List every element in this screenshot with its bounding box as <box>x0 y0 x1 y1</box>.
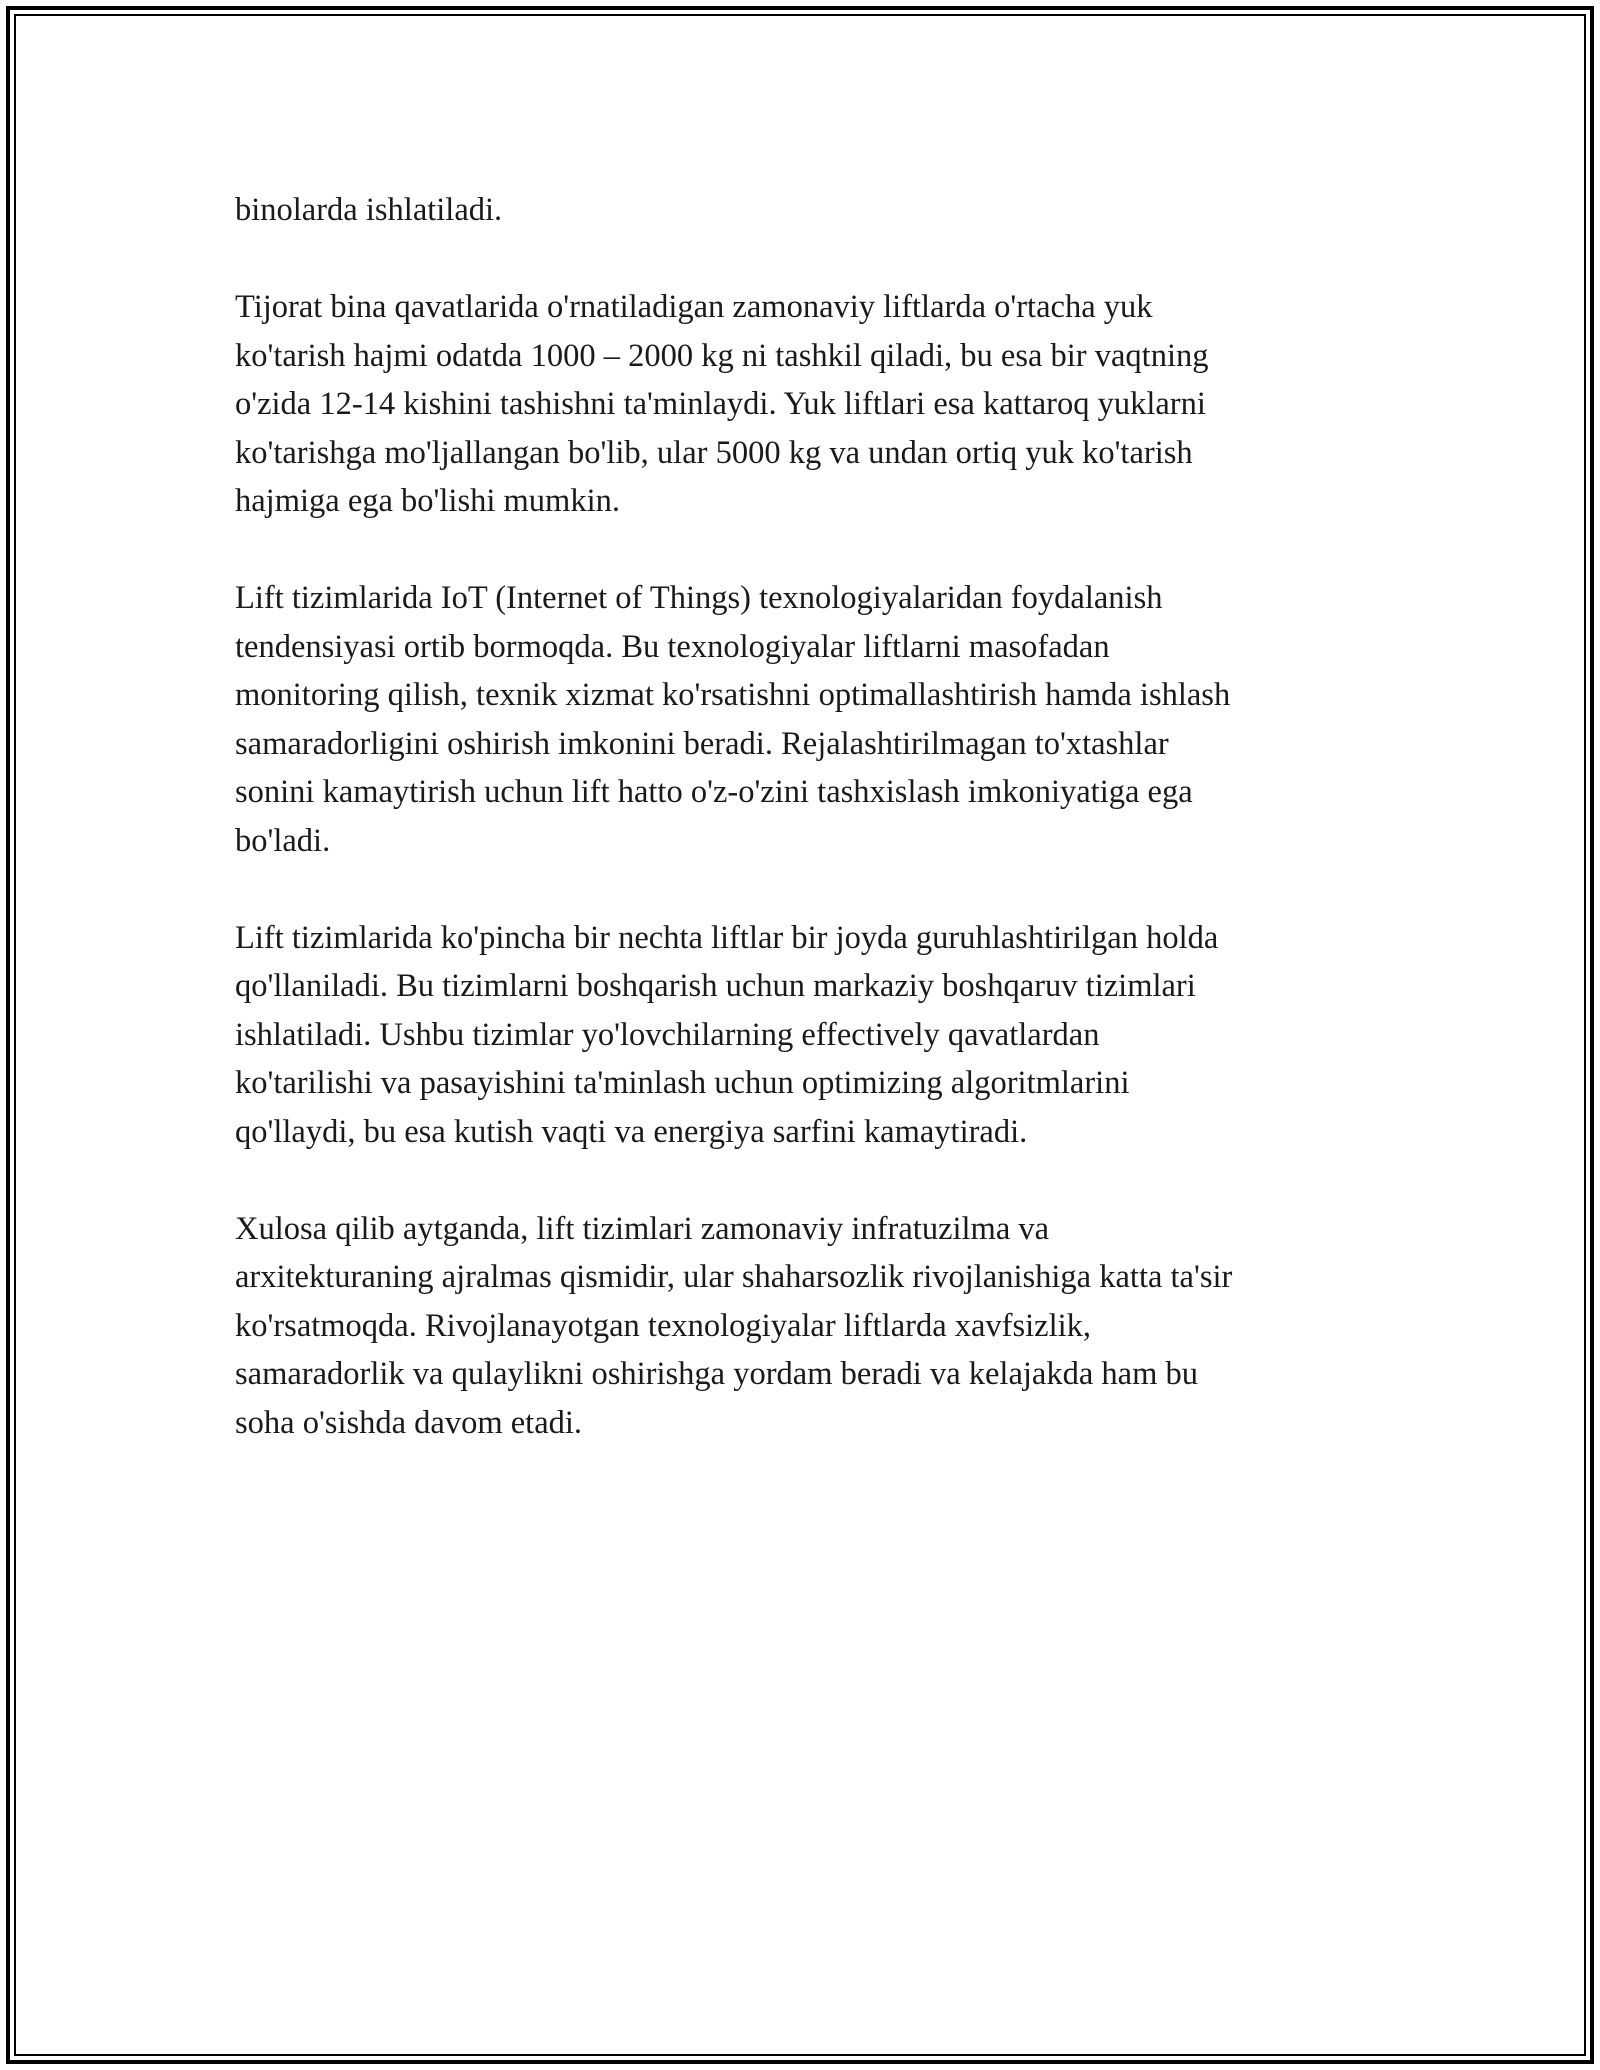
paragraph-iot-technologies: Lift tizimlarida IoT (Internet of Things) texnologiyalaridan foydalanish tendensiyasi ortib bormoqda. Bu texnologiyalar liftlarni masofadan monitoring qilish, texnik xizmat ko'rsatishni optimallashtirish hamda ishlash samaradorligini oshirish imkonini beradi. Rejalashtirilmagan to'xtashlar sonini kamaytirish uchun lift hatto o'z-o'zini tashxislash imkoniyatiga ega bo'ladi. <box>235 580 1231 859</box>
paragraph-continuation: binolarda ishlatiladi. <box>235 192 503 228</box>
paragraph-conclusion: Xulosa qilib aytganda, lift tizimlari zamonaviy infratuzilma va arxitekturaning ajralmas qismidir, ular shaharsozlik rivojlanishiga katta ta'sir ko'rsatmoqda. Rivojlanayotgan texnologiyalar liftlarda xavfsizlik, samaradorlik va qulaylikni oshirishga yordam beradi va kelajakda ham bu soha o'sishda davom etadi. <box>235 1210 1233 1441</box>
document-body <box>235 186 1385 1496</box>
paragraph-lift-capacity: Tijorat bina qavatlarida o'rnatiladigan zamonaviy liftlarda o'rtacha yuk ko'tarish hajmi odatda 1000 – 2000 kg ni tashkil qiladi, bu esa bir vaqtning o'zida 12-14 kishini tashishni ta'minlaydi. Yuk liftlari esa kattaroq yuklarni ko'tarishga mo'ljallangan bo'lib, ular 5000 kg va undan ortiq yuk ko'tarish hajmiga ega bo'lishi mumkin. <box>235 289 1209 519</box>
paragraph-group-control: Lift tizimlarida ko'pincha bir nechta liftlar bir joyda guruhlashtirilgan holda qo'llaniladi. Bu tizimlarni boshqarish uchun markaziy boshqaruv tizimlari ishlatiladi. Ushbu tizimlar yo'lovchilarning effectively qavatlardan ko'tarilishi va pasayishini ta'minlash uchun optimizing algoritmlarini qo'llaydi, bu esa kutish vaqti va energiya sarfini kamaytiradi. <box>235 919 1219 1150</box>
